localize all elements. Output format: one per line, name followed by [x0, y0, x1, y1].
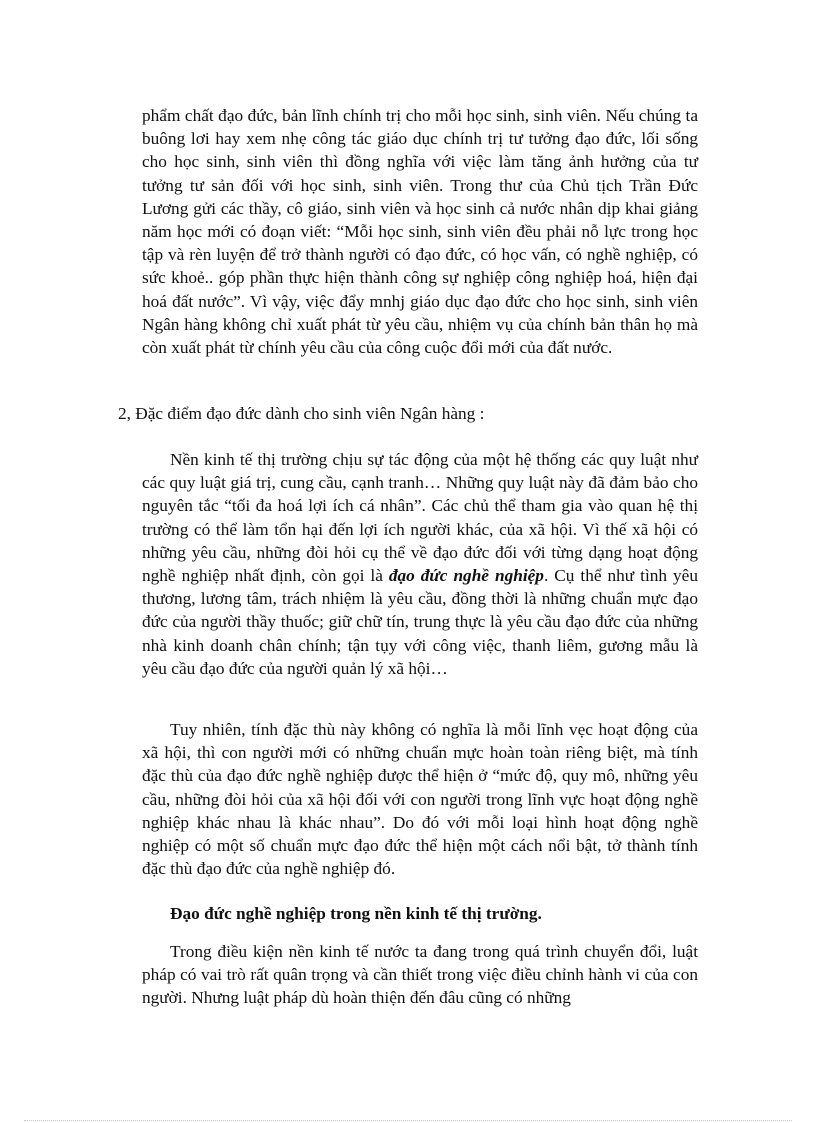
section-heading-2: 2, Đặc điểm đạo đức dành cho sinh viên Ngân hàng :: [118, 404, 485, 423]
paragraph-2: [142, 448, 698, 680]
paragraph-3: Tuy nhiên, tính đặc thù này không có nghĩa là mỗi lĩnh vẹc hoạt động của xã hội, thì con người mới có những chuẩn mực hoàn toàn riêng biệt, mà tính đặc thù của đạo đức nghề nghiệp được thể hiện ở “mức độ, quy mô, những yêu cầu, những đòi hỏi của xã hội đối với con người trong lĩnh vực hoạt động nghề nghiệp khác nhau là khác nhau”. Do đó với mỗi loại hình hoạt động nghề nghiệp có một số chuẩn mực đạo đức thể hiện một cách nổi bật, tở thành tính đặc thù đạo đức của nghề nghiệp đó.: [142, 720, 698, 879]
emphasis-dao-duc-nghe-nghiep: đạo đức nghề nghiệp: [388, 566, 544, 586]
page-bottom-divider: [24, 1120, 792, 1121]
paragraph-1: phẩm chất đạo đức, bản lĩnh chính trị cho mỗi học sinh, sinh viên. Nếu chúng ta buông lơi hay xem nhẹ công tác giáo dục chính trị tư tưởng đạo đức, lối sống cho học sinh, sinh viên thì đồng nghĩa với việc làm tăng ảnh hưởng của tư tưởng tư sản đối với học sinh, sinh viên. Trong thư của Chủ tịch Trần Đức Lương gửi các thầy, cô giáo, sinh viên và học sinh cả nước nhân dịp khai giảng năm học mới có đoạn viết: “Mỗi học sinh, sinh viên đều phải nỗ lực trong học tập và rèn luyện để trở thành người có đạo đức, có học vấn, có nghề nghiệp, có sức khoẻ.. góp phần thực hiện thành công sự nghiệp công nghiệp hoá, hiện đại hoá đất nước”. Vì vậy, việc đẩy mnhj giáo dục đạo đức cho học sinh, sinh viên Ngân hàng không chỉ xuất phát từ yêu cầu, nhiệm vụ của chính bản thân họ mà còn xuất phát từ chính yêu cầu của công cuộc đổi mới của đất nước.: [142, 106, 698, 358]
paragraph-4: Trong điều kiện nền kinh tế nước ta đang trong quá trình chuyển đổi, luật pháp có vai trò rất quân trọng và cần thiết trong việc điều chỉnh hành vi của con người. Nhưng luật pháp dù hoàn thiện đến đâu cũng có những: [142, 942, 698, 1008]
paragraph-2-text-b: . Cụ thể như tình yêu thương, lương tâm, trách nhiệm là yêu cầu, đồng thời là những chuẩn mực đạo đức của người thầy thuốc; giữ chữ tín, trung thực là yêu cầu đạo đức của những nhà kinh doanh chân chính; tận tụy với công việc, thanh liêm, gương mẫu là yêu cầu đạo đức của người quản lý xã hội…: [142, 566, 698, 678]
paragraph-2-text-a: Nền kinh tế thị trường chịu sự tác động của một hệ thống các quy luật như các quy luật giá trị, cung cầu, cạnh tranh… Những quy luật này đã đảm bảo cho nguyên tắc “tối đa hoá lợi ích cá nhân”. Các chủ thể tham gia vào quan hệ thị trường có thể làm tổn hại đến lợi ích người khác, của xã hội. Vì thế xã hội có những yêu cầu, những đòi hỏi cụ thể về đạo đức đối với từng dạng hoạt động nghề nghiệp nhất định, còn gọi là: [142, 450, 698, 586]
subsection-heading: Đạo đức nghề nghiệp trong nền kinh tế thị trường.: [170, 904, 542, 923]
